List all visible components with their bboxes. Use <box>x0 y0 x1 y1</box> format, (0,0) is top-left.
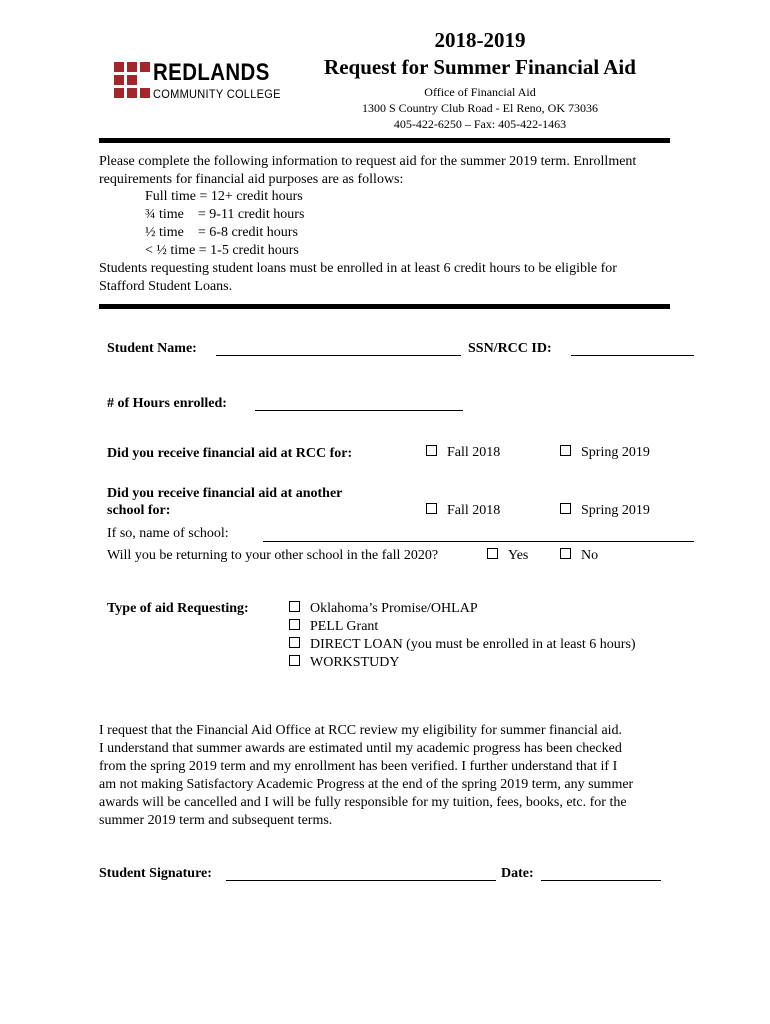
statement-line-6: summer 2019 term and subsequent terms. <box>99 813 333 828</box>
checkbox-icon[interactable] <box>289 637 300 648</box>
ssn-field[interactable] <box>571 355 694 356</box>
student-name-label: Student Name: <box>107 341 197 356</box>
office-phone: 405-422-6250 – Fax: 405-422-1463 <box>393 117 567 131</box>
returning-yes-option[interactable]: Yes <box>487 547 528 565</box>
other-spring-option[interactable]: Spring 2019 <box>560 502 650 520</box>
returning-label: Will you be returning to your other school in the fall 2020? <box>107 548 439 563</box>
form-title: Request for Summer Financial Aid <box>324 55 636 79</box>
checkbox-icon[interactable] <box>289 619 300 630</box>
student-name-field[interactable] <box>216 355 461 356</box>
aid-type-option[interactable]: WORKSTUDY <box>289 654 399 672</box>
aid-type-label: Type of aid Requesting: <box>107 601 249 616</box>
statement-line-5: awards will be cancelled and I will be fully responsible for my tuition, fees, books, etc. for the <box>99 795 627 810</box>
intro-line-1: Please complete the following information to request aid for the summer 2019 term. Enrollment <box>99 154 637 169</box>
hours-enrolled-field[interactable] <box>255 410 463 411</box>
checkbox-icon[interactable] <box>560 445 571 456</box>
rcc-aid-label: Did you receive financial aid at RCC for: <box>107 446 353 461</box>
returning-no-option[interactable]: No <box>560 547 598 565</box>
statement-line-2: I understand that summer awards are estimated until my academic progress has been checked <box>99 741 622 756</box>
intro-divider <box>99 304 670 309</box>
requirement-less-than-half-time: < ½ time = 1-5 credit hours <box>145 243 299 258</box>
hours-enrolled-label: # of Hours enrolled: <box>107 396 227 411</box>
school-name-label: If so, name of school: <box>107 526 229 541</box>
checkbox-icon[interactable] <box>289 655 300 666</box>
intro-line-4: Stafford Student Loans. <box>99 279 233 294</box>
aid-type-option[interactable]: DIRECT LOAN (you must be enrolled in at least 6 hours) <box>289 636 636 654</box>
form-year: 2018-2019 <box>434 28 526 52</box>
requirement-half-time: ½ time = 6-8 credit hours <box>145 225 298 240</box>
logo-mark <box>114 62 150 98</box>
aid-type-option[interactable]: PELL Grant <box>289 618 378 636</box>
aid-type-option[interactable]: Oklahoma’s Promise/OHLAP <box>289 600 478 618</box>
checkbox-icon[interactable] <box>560 548 571 559</box>
intro-line-3: Students requesting student loans must be enrolled in at least 6 credit hours to be eligible for <box>99 261 617 276</box>
checkbox-icon[interactable] <box>426 445 437 456</box>
statement-line-1: I request that the Financial Aid Office at RCC review my eligibility for summer financial aid. <box>99 723 623 738</box>
checkbox-icon[interactable] <box>487 548 498 559</box>
logo-subtitle: COMMUNITY COLLEGE <box>153 87 281 101</box>
office-name: Office of Financial Aid <box>424 85 536 99</box>
statement-line-4: am not making Satisfactory Academic Progress at the end of the spring 2019 term, any summer <box>99 777 634 792</box>
signature-label: Student Signature: <box>99 866 212 881</box>
requirement-three-quarter-time: ¾ time = 9-11 credit hours <box>145 207 305 222</box>
office-address: 1300 S Country Club Road - El Reno, OK 73036 <box>362 101 598 115</box>
rcc-fall-option[interactable]: Fall 2018 <box>426 444 500 462</box>
logo-name: REDLANDS <box>153 59 270 86</box>
other-fall-option[interactable]: Fall 2018 <box>426 502 500 520</box>
other-aid-label-1: Did you receive financial aid at another <box>107 486 343 501</box>
header-divider <box>99 138 670 143</box>
date-field[interactable] <box>541 880 661 881</box>
ssn-label: SSN/RCC ID: <box>468 341 552 356</box>
requirement-full-time: Full time = 12+ credit hours <box>145 189 303 204</box>
signature-field[interactable] <box>226 880 496 881</box>
statement-line-3: from the spring 2019 term and my enrollment has been verified. I further understand that if I <box>99 759 618 774</box>
checkbox-icon[interactable] <box>289 601 300 612</box>
rcc-spring-option[interactable]: Spring 2019 <box>560 444 650 462</box>
checkbox-icon[interactable] <box>560 503 571 514</box>
other-aid-label-2: school for: <box>107 503 171 518</box>
intro-line-2: requirements for financial aid purposes are as follows: <box>99 172 404 187</box>
school-name-field[interactable] <box>263 541 694 542</box>
checkbox-icon[interactable] <box>426 503 437 514</box>
date-label: Date: <box>501 866 534 881</box>
